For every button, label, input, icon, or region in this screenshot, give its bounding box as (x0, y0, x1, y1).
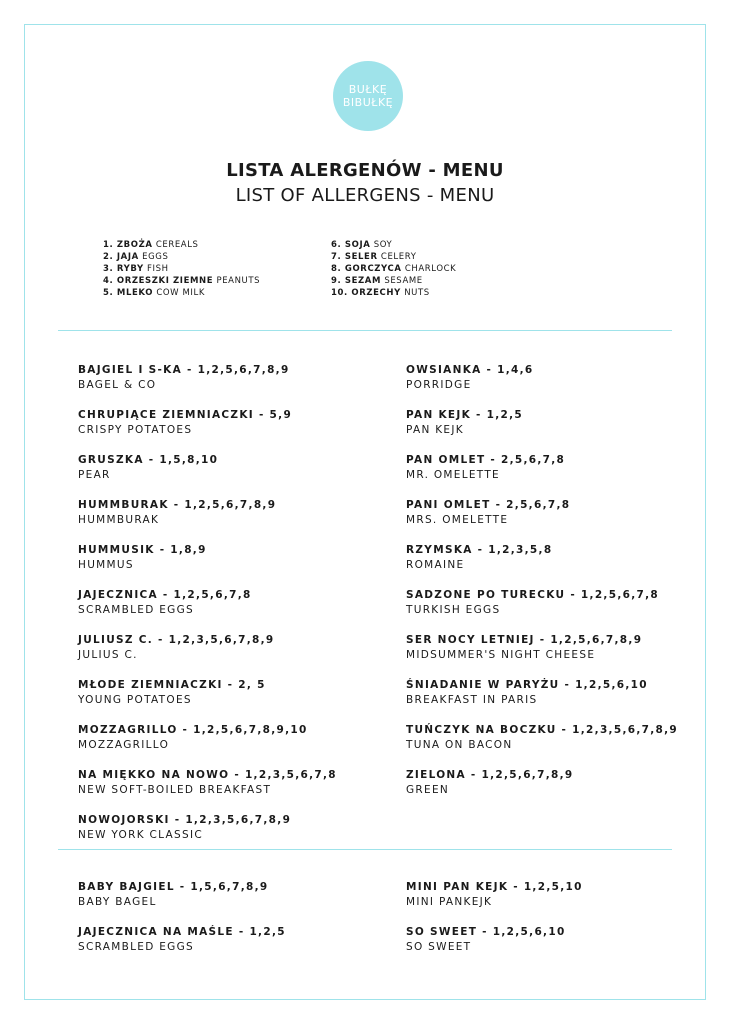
allergen-en: CELERY (380, 252, 417, 262)
dish-name-en: JULIUS C. (78, 649, 138, 661)
dish-name-en: NEW SOFT-BOILED BREAKFAST (78, 784, 272, 796)
allergen-pl: 4. ORZESZKI ZIEMNE (103, 276, 214, 286)
menu-item (406, 453, 678, 482)
allergen-key-item (331, 287, 456, 299)
allergen-pl: 3. RYBY (103, 264, 144, 274)
dish-name-pl: BAJGIEL I S-KA - 1,2,5,6,7,8,9 (78, 364, 290, 376)
allergen-en: SESAME (384, 276, 423, 286)
menu-item (406, 363, 678, 392)
allergen-key-item (103, 287, 260, 299)
menu-column-left (78, 363, 337, 858)
dish-name-pl: TUŃCZYK NA BOCZKU - 1,2,3,5,6,7,8,9 (406, 724, 679, 736)
menu-item (78, 453, 337, 482)
menu-item (78, 498, 337, 527)
allergen-en: CHARLOCK (404, 264, 457, 274)
menu-item (406, 408, 678, 437)
dish-name-en: MOZZAGRILLO (78, 739, 170, 751)
allergen-pl: 5. MLEKO (103, 288, 154, 298)
dish-name-en: BREAKFAST IN PARIS (406, 694, 538, 706)
dish-name-en: ROMAINE (406, 559, 465, 571)
page-subtitle: LIST OF ALLERGENS - MENU (235, 185, 495, 206)
dish-name-pl: JAJECZNICA - 1,2,5,6,7,8 (78, 589, 252, 601)
dish-name-pl: MOZZAGRILLO - 1,2,5,6,7,8,9,10 (78, 724, 308, 736)
dish-name-en: CRISPY POTATOES (78, 424, 193, 436)
dish-name-en: SCRAMBLED EGGS (78, 941, 194, 953)
dish-name-en: GREEN (406, 784, 450, 796)
dish-name-pl: PAN OMLET - 2,5,6,7,8 (406, 454, 566, 466)
menu-item (406, 633, 678, 662)
dish-name-pl: PAN KEJK - 1,2,5 (406, 409, 524, 421)
allergen-key-item (103, 239, 260, 251)
allergen-key-item (103, 263, 260, 275)
dish-name-en: YOUNG POTATOES (78, 694, 192, 706)
menu-item (78, 633, 337, 662)
dish-name-en: SCRAMBLED EGGS (78, 604, 194, 616)
dish-name-pl: NOWOJORSKI - 1,2,3,5,6,7,8,9 (78, 814, 292, 826)
menu-item (78, 543, 337, 572)
allergen-key-item (331, 239, 456, 251)
dish-name-pl: MŁODE ZIEMNIACZKI - 2, 5 (78, 679, 266, 691)
dish-name-pl: HUMMUSIK - 1,8,9 (78, 544, 207, 556)
menu-item (78, 723, 337, 752)
allergen-en: PEANUTS (216, 276, 261, 286)
menu-item (78, 678, 337, 707)
dish-name-en: PEAR (78, 469, 111, 481)
dish-name-en: MINI PANKEJK (406, 896, 493, 908)
dish-name-pl: JAJECZNICA NA MAŚLE - 1,2,5 (78, 926, 286, 938)
kids-column-right (406, 880, 583, 970)
dish-name-pl: GRUSZKA - 1,5,8,10 (78, 454, 219, 466)
allergen-pl: 10. ORZECHY (331, 288, 401, 298)
allergen-pl: 9. SEZAM (331, 276, 382, 286)
dish-name-pl: CHRUPIĄCE ZIEMNIACZKI - 5,9 (78, 409, 293, 421)
menu-item (406, 678, 678, 707)
allergen-key-item (103, 275, 260, 287)
dish-name-pl: BABY BAJGIEL - 1,5,6,7,8,9 (78, 881, 269, 893)
dish-name-en: MIDSUMMER'S NIGHT CHEESE (406, 649, 596, 661)
allergen-pl: 7. SELER (331, 252, 378, 262)
allergen-en: NUTS (404, 288, 430, 298)
menu-item (406, 498, 678, 527)
dish-name-en: MRS. OMELETTE (406, 514, 509, 526)
dish-name-en: NEW YORK CLASSIC (78, 829, 203, 841)
allergen-en: CEREALS (155, 240, 199, 250)
menu-item (78, 925, 286, 954)
allergen-key-right (331, 239, 456, 299)
dish-name-pl: MINI PAN KEJK - 1,2,5,10 (406, 881, 583, 893)
divider (58, 849, 672, 850)
divider (58, 330, 672, 331)
menu-item (78, 880, 286, 909)
allergen-pl: 8. GORCZYCA (331, 264, 402, 274)
allergen-key-item (331, 251, 456, 263)
allergen-pl: 1. ZBOŻA (103, 240, 153, 250)
menu-item (406, 588, 678, 617)
menu-item (78, 408, 337, 437)
menu-item (78, 768, 337, 797)
dish-name-en: BAGEL & CO (78, 379, 157, 391)
allergen-pl: 2. JAJA (103, 252, 139, 262)
allergen-pl: 6. SOJA (331, 240, 371, 250)
menu-column-right (406, 363, 678, 813)
allergen-en: SOY (373, 240, 393, 250)
page-title: LISTA ALERGENÓW - MENU (226, 160, 504, 181)
dish-name-pl: SER NOCY LETNIEJ - 1,2,5,6,7,8,9 (406, 634, 643, 646)
menu-item (406, 880, 583, 909)
dish-name-en: SO SWEET (406, 941, 472, 953)
dish-name-pl: JULIUSZ C. - 1,2,3,5,6,7,8,9 (78, 634, 275, 646)
allergen-key-left (103, 239, 260, 299)
allergen-en: EGGS (142, 252, 169, 262)
menu-item (406, 543, 678, 572)
menu-item (78, 363, 337, 392)
menu-item (78, 813, 337, 842)
dish-name-pl: SADZONE PO TURECKU - 1,2,5,6,7,8 (406, 589, 660, 601)
dish-name-pl: SO SWEET - 1,2,5,6,10 (406, 926, 566, 938)
dish-name-pl: ZIELONA - 1,2,5,6,7,8,9 (406, 769, 574, 781)
allergen-key-item (331, 275, 456, 287)
dish-name-en: TURKISH EGGS (406, 604, 501, 616)
dish-name-pl: RZYMSKA - 1,2,3,5,8 (406, 544, 553, 556)
dish-name-pl: OWSIANKA - 1,4,6 (406, 364, 534, 376)
allergen-key-item (331, 263, 456, 275)
brand-logo (333, 61, 403, 131)
logo-line-1: BUŁKĘ (348, 83, 388, 96)
dish-name-en: BABY BAGEL (78, 896, 157, 908)
kids-column-left (78, 880, 286, 970)
dish-name-en: HUMMUS (78, 559, 134, 571)
dish-name-pl: ŚNIADANIE W PARYŻU - 1,2,5,6,10 (406, 679, 648, 691)
menu-item (406, 925, 583, 954)
dish-name-pl: PANI OMLET - 2,5,6,7,8 (406, 499, 571, 511)
allergen-en: FISH (147, 264, 169, 274)
menu-item (406, 768, 678, 797)
menu-item (406, 723, 678, 752)
allergen-key-item (103, 251, 260, 263)
menu-item (78, 588, 337, 617)
dish-name-pl: NA MIĘKKO NA NOWO - 1,2,3,5,6,7,8 (78, 769, 337, 781)
dish-name-en: PAN KEJK (406, 424, 464, 436)
logo-line-2: BIBUŁKĘ (342, 96, 394, 109)
dish-name-en: TUNA ON BACON (406, 739, 513, 751)
dish-name-en: HUMMBURAK (78, 514, 160, 526)
dish-name-en: MR. OMELETTE (406, 469, 500, 481)
dish-name-pl: HUMMBURAK - 1,2,5,6,7,8,9 (78, 499, 277, 511)
dish-name-en: PORRIDGE (406, 379, 472, 391)
allergen-en: COW MILK (156, 288, 206, 298)
